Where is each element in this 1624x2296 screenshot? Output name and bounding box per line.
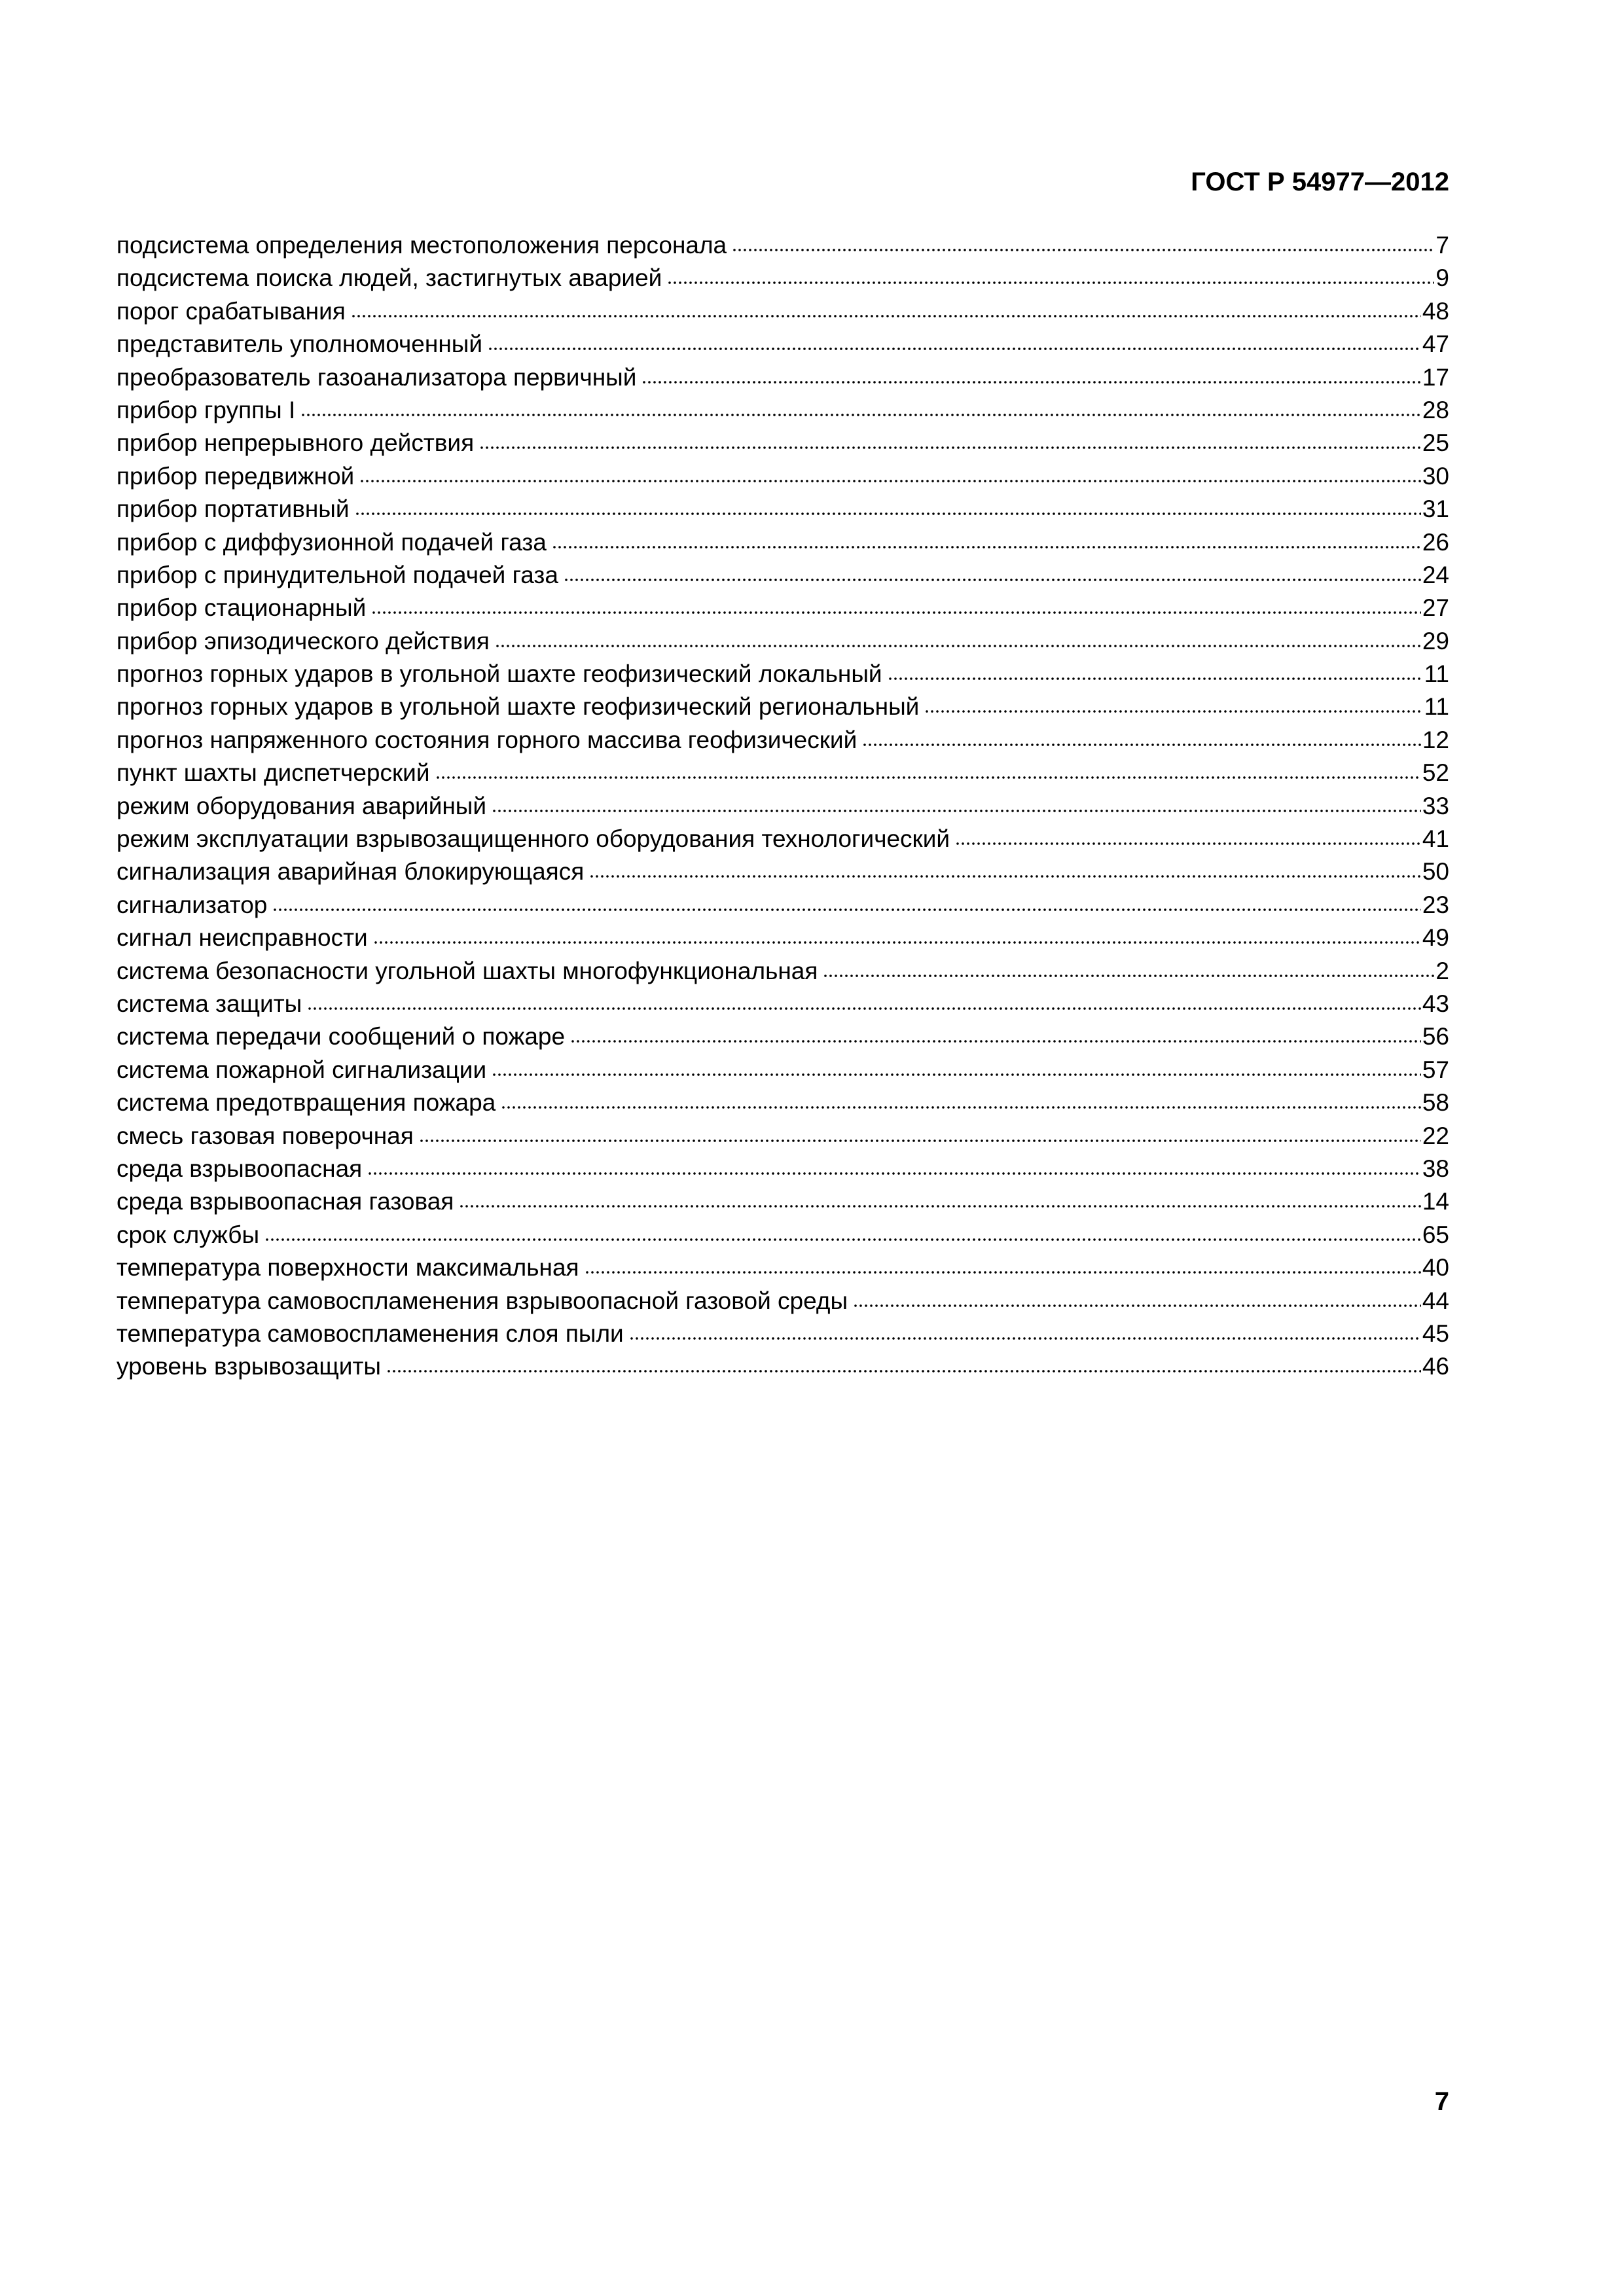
dot-leader [823, 973, 1434, 979]
index-term: срок службы [117, 1221, 260, 1248]
index-term: смесь газовая поверочная [117, 1122, 414, 1149]
index-page-ref: 43 [1422, 990, 1449, 1017]
index-entry [117, 1153, 1449, 1185]
dot-leader [862, 742, 1421, 748]
index-entry [117, 262, 1449, 295]
index-page-ref: 7 [1435, 232, 1449, 259]
index-entry [117, 757, 1449, 789]
index-entry [117, 1285, 1449, 1318]
index-page-ref: 44 [1422, 1287, 1449, 1314]
index-entry [117, 1185, 1449, 1218]
index-term: прибор стационарный [117, 594, 367, 622]
index-entry [117, 592, 1449, 624]
index-page-ref: 25 [1422, 429, 1449, 457]
index-term: режим оборудования аварийный [117, 792, 487, 819]
index-page-ref: 23 [1422, 891, 1449, 918]
index-term: преобразователь газоанализатора первичный [117, 363, 637, 391]
dot-leader [479, 444, 1421, 451]
index-entry [117, 625, 1449, 658]
index-term: порог срабатывания [117, 297, 346, 325]
page-number: 7 [1434, 2087, 1449, 2116]
index-page-ref: 50 [1422, 858, 1449, 886]
index-entry [117, 229, 1449, 262]
index-entry [117, 361, 1449, 394]
index-page-ref: 2 [1435, 957, 1449, 984]
index-term: представитель уполномоченный [117, 331, 483, 358]
index-term: среда взрывоопасная газовая [117, 1188, 454, 1215]
dot-leader [955, 840, 1421, 847]
index-term: система передачи сообщений о пожаре [117, 1023, 566, 1050]
index-entry [117, 460, 1449, 493]
index-term: пункт шахты диспетчерский [117, 759, 430, 787]
dot-leader [924, 708, 1422, 715]
index-term: сигнализатор [117, 891, 268, 918]
index-entry [117, 691, 1449, 723]
index-term: система пожарной сигнализации [117, 1056, 487, 1083]
dot-leader [853, 1302, 1421, 1309]
index-entry [117, 1251, 1449, 1284]
index-page-ref: 41 [1422, 825, 1449, 853]
index-term: температура самовоспламенения слоя пыли [117, 1319, 624, 1347]
index-term: система защиты [117, 990, 302, 1017]
index-page-ref: 33 [1422, 792, 1449, 819]
index-term: прогноз напряженного состояния горного массива геофизический [117, 726, 857, 753]
index-page-ref: 12 [1422, 726, 1449, 753]
dot-leader [355, 511, 1421, 517]
dot-leader [570, 1038, 1421, 1045]
index-page-ref: 17 [1422, 363, 1449, 391]
dot-leader [419, 1138, 1421, 1144]
index-page-ref: 24 [1422, 561, 1449, 588]
index-entry [117, 955, 1449, 988]
index-page-ref: 27 [1422, 594, 1449, 622]
dot-leader [585, 1269, 1421, 1276]
index-entry [117, 855, 1449, 888]
index-term: режим эксплуатации взрывозащищенного оборудования технологический [117, 825, 950, 853]
dot-leader [367, 1170, 1421, 1177]
index-entry [117, 328, 1449, 361]
index-page-ref: 65 [1422, 1221, 1449, 1248]
index-page-ref: 52 [1422, 759, 1449, 787]
index-page-ref: 58 [1422, 1089, 1449, 1117]
index-term: прогноз горных ударов в угольной шахте геофизический локальный [117, 660, 882, 688]
index-page-ref: 48 [1422, 297, 1449, 325]
index-entry [117, 493, 1449, 526]
index-page-ref: 46 [1422, 1353, 1449, 1380]
index-entry [117, 427, 1449, 459]
index-term: прогноз горных ударов в угольной шахте геофизический региональный [117, 693, 920, 721]
index-page-ref: 11 [1424, 693, 1449, 721]
index-page-ref: 29 [1422, 627, 1449, 655]
index-page-ref: 28 [1422, 396, 1449, 423]
dot-leader [552, 544, 1421, 550]
dot-leader [495, 643, 1421, 649]
dot-leader [371, 609, 1421, 616]
index-entry [117, 394, 1449, 427]
index-entry [117, 1054, 1449, 1086]
index-term: подсистема поиска людей, застигнутых аварией [117, 264, 662, 292]
index-entry [117, 1219, 1449, 1251]
index-term: температура поверхности максимальная [117, 1254, 579, 1282]
dot-leader [435, 774, 1421, 781]
index-page-ref: 11 [1424, 660, 1449, 688]
index-entry [117, 724, 1449, 757]
index-page-ref: 38 [1422, 1155, 1449, 1182]
dot-leader [629, 1335, 1421, 1342]
index-entry [117, 559, 1449, 592]
index-entry [117, 1086, 1449, 1119]
index-page-ref: 57 [1422, 1056, 1449, 1083]
dot-leader [501, 1104, 1421, 1111]
index-term: уровень взрывозащиты [117, 1353, 382, 1380]
index-term: прибор портативный [117, 495, 350, 523]
index-page-ref: 26 [1422, 528, 1449, 556]
index-term: прибор непрерывного действия [117, 429, 475, 457]
index-entry [117, 790, 1449, 823]
index-page-ref: 40 [1422, 1254, 1449, 1282]
index-term: среда взрывоопасная [117, 1155, 363, 1182]
dot-leader [386, 1368, 1421, 1374]
dot-leader [300, 412, 1421, 418]
index-term: температура самовоспламенения взрывоопасной газовой среды [117, 1287, 848, 1314]
dot-leader [888, 675, 1423, 682]
index-entry [117, 889, 1449, 922]
index-entry [117, 922, 1449, 954]
dot-leader [359, 478, 1421, 484]
dot-leader [564, 577, 1421, 583]
index-entry [117, 988, 1449, 1020]
index-term: прибор эпизодического действия [117, 627, 490, 655]
dot-leader [667, 279, 1434, 286]
index-entry [117, 1020, 1449, 1053]
index-term: сигнализация аварийная блокирующаяся [117, 858, 585, 886]
dot-leader [732, 247, 1434, 253]
dot-leader [307, 1005, 1421, 1012]
dot-leader [492, 808, 1421, 814]
dot-leader [351, 313, 1421, 319]
index-term: прибор передвижной [117, 462, 355, 490]
dot-leader [272, 906, 1420, 913]
index-term: подсистема определения местоположения персонала [117, 232, 727, 259]
index-page-ref: 47 [1422, 331, 1449, 358]
index-term: система предотвращения пожара [117, 1089, 496, 1117]
index-term: система безопасности угольной шахты многофункциональная [117, 957, 818, 984]
index-entry [117, 1120, 1449, 1153]
dot-leader [264, 1236, 1421, 1243]
dot-leader [492, 1071, 1421, 1078]
index-page-ref: 56 [1422, 1023, 1449, 1050]
index-entry [117, 1350, 1449, 1383]
index-term: прибор группы I [117, 396, 296, 423]
index-term: прибор с диффузионной подачей газа [117, 528, 547, 556]
index-page-ref: 9 [1435, 264, 1449, 292]
index-entry [117, 1318, 1449, 1350]
index-page-ref: 31 [1422, 495, 1449, 523]
index-page-ref: 30 [1422, 462, 1449, 490]
index-page-ref: 49 [1422, 924, 1449, 952]
dot-leader [459, 1203, 1421, 1210]
dot-leader [373, 939, 1421, 946]
index-entry [117, 823, 1449, 855]
alphabetical-index [117, 229, 1449, 1384]
index-entry [117, 295, 1449, 328]
document-standard-code: ГОСТ Р 54977—2012 [1191, 168, 1449, 196]
dot-leader [641, 379, 1420, 386]
index-page-ref: 45 [1422, 1319, 1449, 1347]
index-term: сигнал неисправности [117, 924, 368, 952]
index-entry [117, 658, 1449, 691]
index-term: прибор с принудительной подачей газа [117, 561, 558, 588]
index-page-ref: 14 [1422, 1188, 1449, 1215]
index-entry [117, 526, 1449, 559]
dot-leader [589, 873, 1421, 880]
index-page-ref: 22 [1422, 1122, 1449, 1149]
dot-leader [488, 346, 1421, 352]
